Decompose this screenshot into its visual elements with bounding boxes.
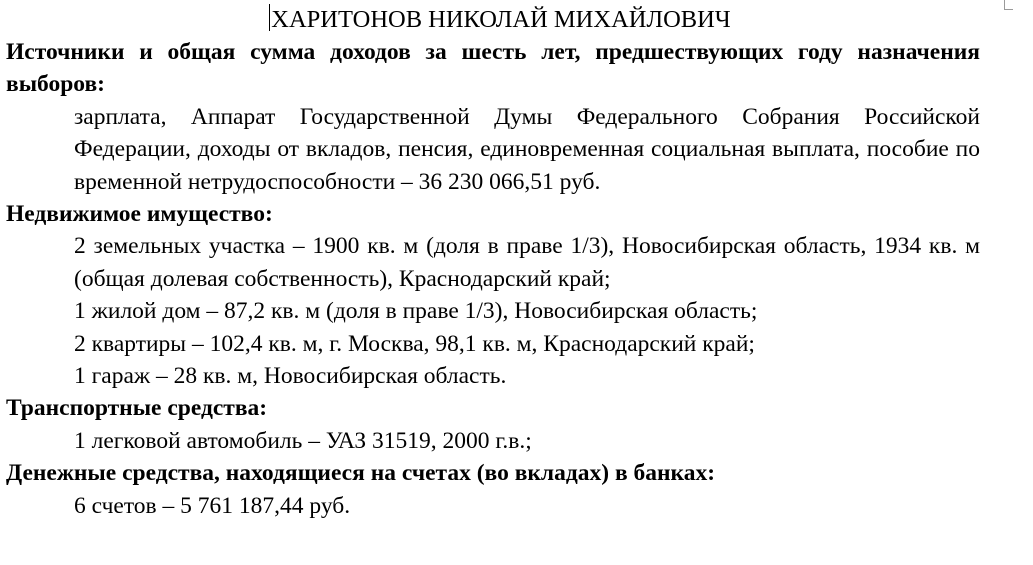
- list-item-income: зарплата, Аппарат Государственной Думы Федерального Собрания Российской Федерации, доходы от вкладов, пенсия, единовременная социальная выплата, пособие по временной нетрудоспособности – 36 230 066,51 руб.: [74, 103, 980, 195]
- section-heading-income: Источники и общая сумма доходов за шесть лет, предшествующих году назначения выборов:: [6, 39, 980, 98]
- list-item-land-plots: 2 земельных участка – 1900 кв. м (доля в праве 1/3), Новосибирская область, 1934 кв. м (общая долевая собственность), Краснодарский край;: [74, 233, 980, 292]
- section-heading-real-estate: Недвижимое имущество:: [6, 201, 273, 228]
- list-item-accounts: 6 счетов – 5 761 187,44 руб.: [74, 492, 351, 519]
- list-item-car: 1 легковой автомобиль – УАЗ 31519, 2000 г.в.;: [74, 427, 532, 454]
- document-body: [6, 36, 980, 522]
- page-corner-mark: [1004, 0, 1013, 10]
- list-item-apartments: 2 квартиры – 102,4 кв. м, г. Москва, 98,1 кв. м, Краснодарский край;: [74, 330, 755, 357]
- section-heading-bank-accounts: Денежные средства, находящиеся на счетах (во вкладах) в банках:: [6, 460, 716, 487]
- page-title[interactable]: ХАРИТОНОВ НИКОЛАЙ МИХАЙЛОВИЧ: [271, 6, 731, 33]
- section-heading-vehicles: Транспортные средства:: [6, 395, 268, 422]
- list-item-house: 1 жилой дом – 87,2 кв. м (доля в праве 1/3), Новосибирская область;: [74, 298, 758, 325]
- list-item-garage: 1 гараж – 28 кв. м, Новосибирская область.: [74, 363, 507, 390]
- page-title-line: [0, 4, 1000, 36]
